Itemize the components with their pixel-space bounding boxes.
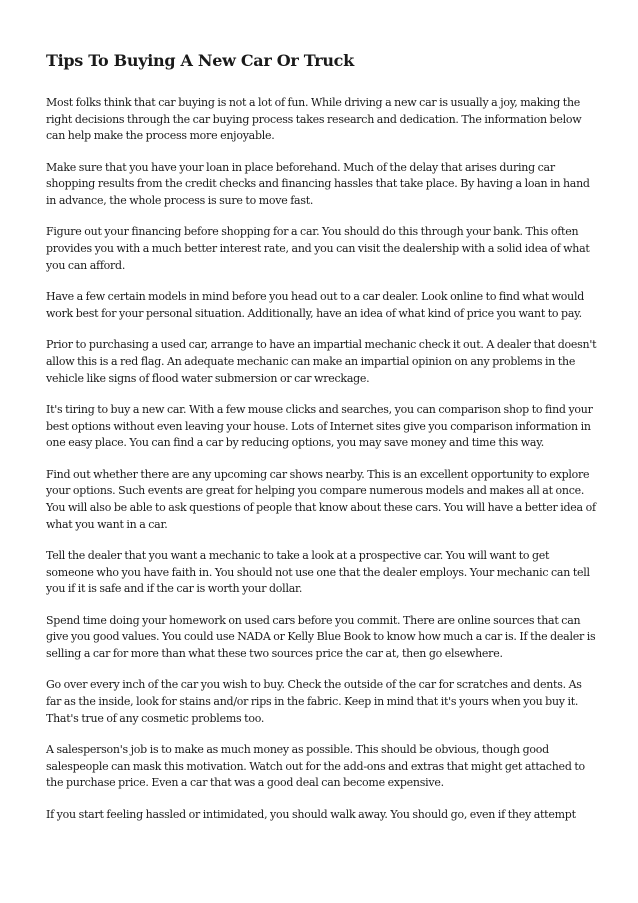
paragraph-5: Prior to purchasing a used car, arrange to have an impartial mechanic check it out. A dealer that doesn't allow this is a red flag. An adequate mechanic can make an impartial opinion on any problems in the vehicle like signs of flood water submersion or car wreckage. [46,338,597,385]
paragraph-11: A salesperson's job is to make as much money as possible. This should be obvious, though good salespeople can mask this motivation. Watch out for the add-ons and extras that might get attached to the purchase price. Even a car that was a good deal can become expensive. [46,743,585,790]
paragraph-4: Have a few certain models in mind before you head out to a car dealer. Look online to find what would work best for your personal situation. Additionally, have an idea of what kind of price you want to pay. [46,290,585,320]
paragraph-1: Most folks think that car buying is not a lot of fun. While driving a new car is usually a joy, making the right decisions through the car buying process takes research and dedication. The information below can help make the process more enjoyable. [46,96,582,143]
paragraph-9: Spend time doing your homework on used cars before you commit. There are online sources that can give you good values. You could use NADA or Kelly Blue Book to know how much a car is. If the dealer is selling a car for more than what these two sources price the car at, then go elsewhere. [46,613,596,661]
paragraph-10: Go over every inch of the car you wish to buy. Check the outside of the car for scratches and dents. As far as the inside, look for stains and/or rips in the fabric. Keep in mind that it's yours when you buy it. That's true of any cosmetic problems too. [46,678,582,725]
paragraph-3: Figure out your financing before shopping for a car. You should do this through your bank. This often provides you with a much better interest rate, and you can visit the dealership with a solid idea of what you can afford. [46,225,590,272]
paragraph-6: It's tiring to buy a new car. With a few mouse clicks and searches, you can comparison shop to find your best options without even leaving your house. Lots of Internet sites give you comparison information in one easy place. You can find a car by reducing options, you may save money and time this way. [46,402,593,450]
paragraph-2: Make sure that you have your loan in place beforehand. Much of the delay that arises during car shopping results from the credit checks and financing hassles that take place. By having a loan in hand in advance, the whole process is sure to move fast. [46,160,590,208]
paragraph-7: Find out whether there are any upcoming car shows nearby. This is an excellent opportunity to explore your options. Such events are great for helping you compare numerous models and makes all at once. You will also be able to ask questions of people that know about these cars. You will have a better idea of what you want in a car. [46,467,596,531]
document-title: Tips To Buying A New Car Or Truck [46,51,354,70]
paragraph-12: If you start feeling hassled or intimidated, you should walk away. You should go, even if they attempt [46,807,576,821]
paragraph-8: Tell the dealer that you want a mechanic to take a look at a prospective car. You will want to get someone who you have faith in. You should not use one that the dealer employs. Your mechanic can tell you if it is safe and if the car is worth your dollar. [46,548,590,596]
